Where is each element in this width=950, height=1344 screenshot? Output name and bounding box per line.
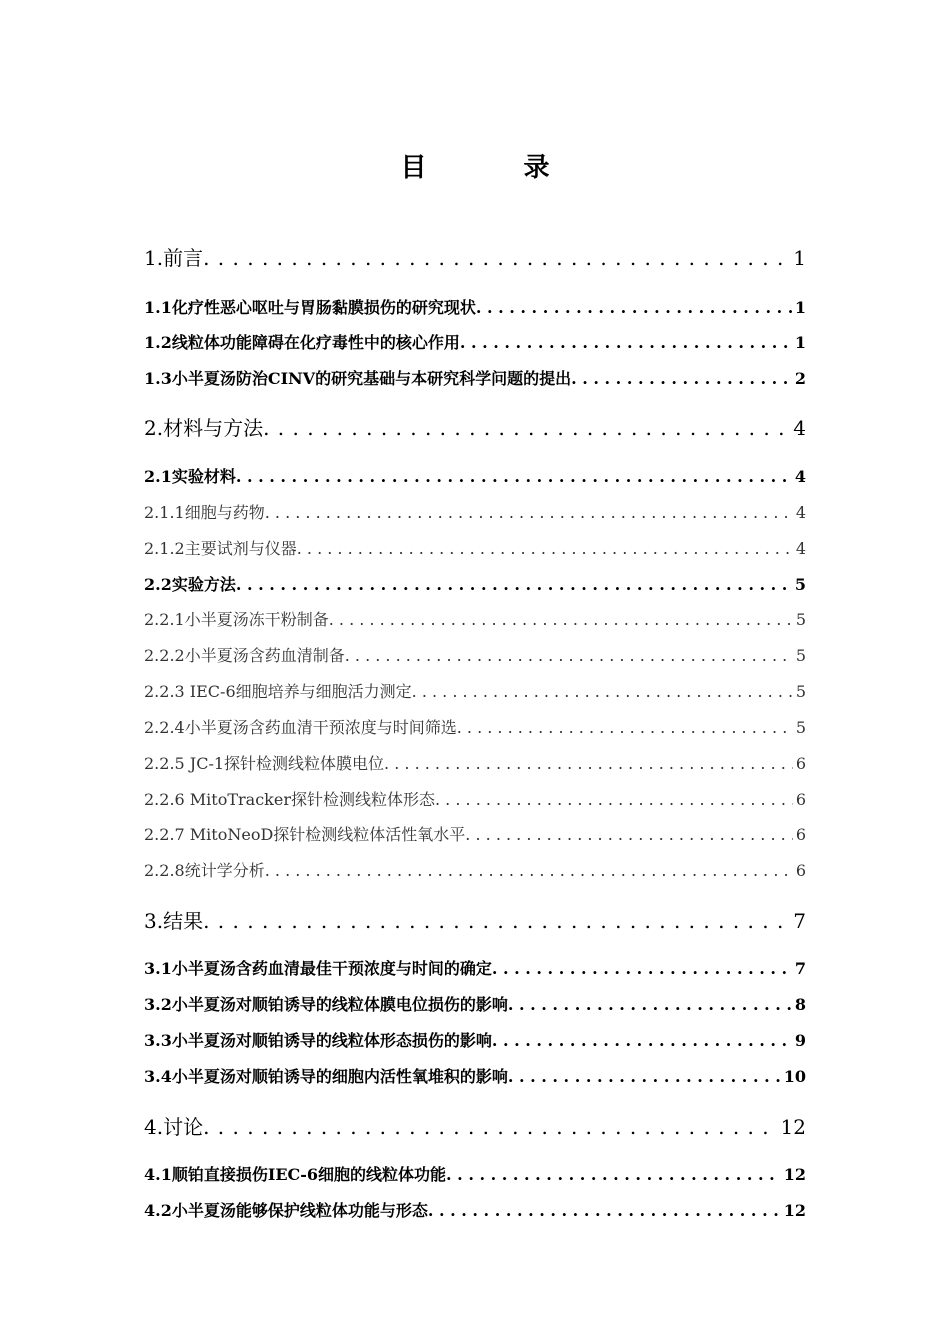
toc-entry[interactable] [144,366,806,388]
toc-entry-label: 3.2小半夏汤对顺铂诱导的线粒体膜电位损伤的影响 [144,995,508,1014]
toc-entry-label: 4.2小半夏汤能够保护线粒体功能与形态 [144,1201,428,1220]
toc-dot-leader [265,503,793,522]
toc-entry-page-number: 6 [795,861,806,880]
toc-dot-leader [492,1031,792,1050]
toc-dot-leader [329,610,793,629]
toc-entry-page-number: 5 [794,575,806,594]
toc-entry-label: 2.2.5 JC-1探针检测线粒体膜电位 [144,754,385,773]
toc-entry-page-number: 6 [795,790,806,809]
toc-entry[interactable] [144,956,806,978]
toc-entry-label: 4.讨论 [144,1115,204,1139]
toc-entry-label: 2.2.6 MitoTracker探针检测线粒体形态 [144,790,435,809]
toc-entry-label: 2.2.3 IEC-6细胞培养与细胞活力测定 [144,682,412,701]
toc-entry[interactable] [144,607,806,629]
toc-entry-label: 2.2实验方法 [144,575,236,594]
toc-dot-leader [203,909,790,933]
toc-entry-label: 3.3小半夏汤对顺铂诱导的线粒体形态损伤的影响 [144,1031,492,1050]
toc-entry[interactable] [144,572,806,594]
toc-entry[interactable] [144,1162,806,1184]
toc-entry-page-number: 12 [783,1165,806,1184]
toc-entry-label: 1.1化疗性恶心呕吐与胃肠黏膜损伤的研究现状 [144,298,476,317]
toc-entry[interactable] [144,992,806,1014]
toc-entry[interactable] [144,1064,806,1086]
toc-entry-page-number: 1 [794,333,806,352]
toc-entry-label: 2.2.7 MitoNeoD探针检测线粒体活性氧水平 [144,825,466,844]
toc-entry-page-number: 7 [794,959,806,978]
toc-entry-page-number: 8 [794,995,806,1014]
toc-entry-label: 3.1小半夏汤含药血清最佳干预浓度与时间的确定 [144,959,492,978]
toc-entry-page-number: 4 [795,539,806,558]
toc-entry-page-number: 6 [795,754,806,773]
toc-dot-leader [492,959,792,978]
toc-entry[interactable] [144,1111,806,1139]
toc-dot-leader [508,1067,781,1086]
toc-entry-page-number: 4 [793,416,806,440]
toc-dot-leader [265,861,793,880]
toc-dot-leader [446,1165,781,1184]
toc-entry-label: 2.2.8统计学分析 [144,861,265,880]
toc-entry[interactable] [144,679,806,701]
toc-dot-leader [345,646,793,665]
toc-entry-label: 2.1.2主要试剂与仪器 [144,539,297,558]
toc-entry-label: 2.材料与方法 [144,416,264,440]
toc-dot-leader [384,754,793,773]
toc-dot-leader [263,416,790,440]
toc-entry[interactable] [144,500,806,522]
toc-entry[interactable] [144,464,806,486]
toc-entry-label: 3.4小半夏汤对顺铂诱导的细胞内活性氧堆积的影响 [144,1067,508,1086]
toc-entry-page-number: 5 [795,610,806,629]
toc-dot-leader [428,1201,781,1220]
toc-entry-label: 1.3小半夏汤防治CINV的研究基础与本研究科学问题的提出 [144,369,572,388]
toc-dot-leader [435,790,793,809]
toc-entry[interactable] [144,330,806,352]
toc-dot-leader [476,298,792,317]
toc-entry-page-number: 5 [795,682,806,701]
toc-dot-leader [297,539,793,558]
toc-entry-page-number: 2 [794,369,806,388]
toc-entry[interactable] [144,1028,806,1050]
toc-dot-leader [571,369,792,388]
toc-entry-page-number: 4 [794,467,806,486]
toc-entry-page-number: 4 [795,503,806,522]
toc-dot-leader [412,682,793,701]
toc-entry-label: 1.2线粒体功能障碍在化疗毒性中的核心作用 [144,333,460,352]
toc-entry-page-number: 12 [783,1201,806,1220]
toc-entry[interactable] [144,751,806,773]
toc-entry-page-number: 10 [783,1067,806,1086]
toc-entry-label: 1.前言 [144,246,204,270]
toc-entry[interactable] [144,412,806,440]
toc-entry-label: 2.2.4小半夏汤含药血清干预浓度与时间筛选 [144,718,457,737]
toc-dot-leader [203,246,790,270]
toc-entry[interactable] [144,822,806,844]
toc-entry[interactable] [144,643,806,665]
toc-entry-label: 2.2.1小半夏汤冻干粉制备 [144,610,329,629]
toc-entry-label: 2.1实验材料 [144,467,236,486]
toc-dot-leader [465,825,793,844]
toc-entry[interactable] [144,242,806,270]
page-title: 目 录 [400,153,594,183]
toc-dot-leader [457,718,793,737]
toc-entry-page-number: 12 [780,1115,806,1139]
toc-entry-label: 2.2.2小半夏汤含药血清制备 [144,646,345,665]
toc-entry-page-number: 1 [793,246,806,270]
toc-entry-label: 3.结果 [144,909,204,933]
toc-entry[interactable] [144,536,806,558]
toc-entry-page-number: 5 [795,646,806,665]
toc-dot-leader [236,467,792,486]
toc-entry[interactable] [144,905,806,933]
toc-dot-leader [203,1115,777,1139]
toc-entry-page-number: 6 [795,825,806,844]
toc-dot-leader [460,333,792,352]
toc-entry[interactable] [144,787,806,809]
toc-entry[interactable] [144,1198,806,1220]
toc-entry-label: 4.1顺铂直接损伤IEC-6细胞的线粒体功能 [144,1165,447,1184]
toc-dot-leader [236,575,792,594]
toc-entry[interactable] [144,715,806,737]
toc-entry-page-number: 1 [794,298,806,317]
toc-entry-page-number: 5 [795,718,806,737]
toc-dot-leader [508,995,792,1014]
toc-entry-label: 2.1.1细胞与药物 [144,503,265,522]
toc-entry-page-number: 9 [794,1031,806,1050]
toc-entry-page-number: 7 [793,909,806,933]
toc-entry[interactable] [144,858,806,880]
toc-entry[interactable] [144,295,806,317]
